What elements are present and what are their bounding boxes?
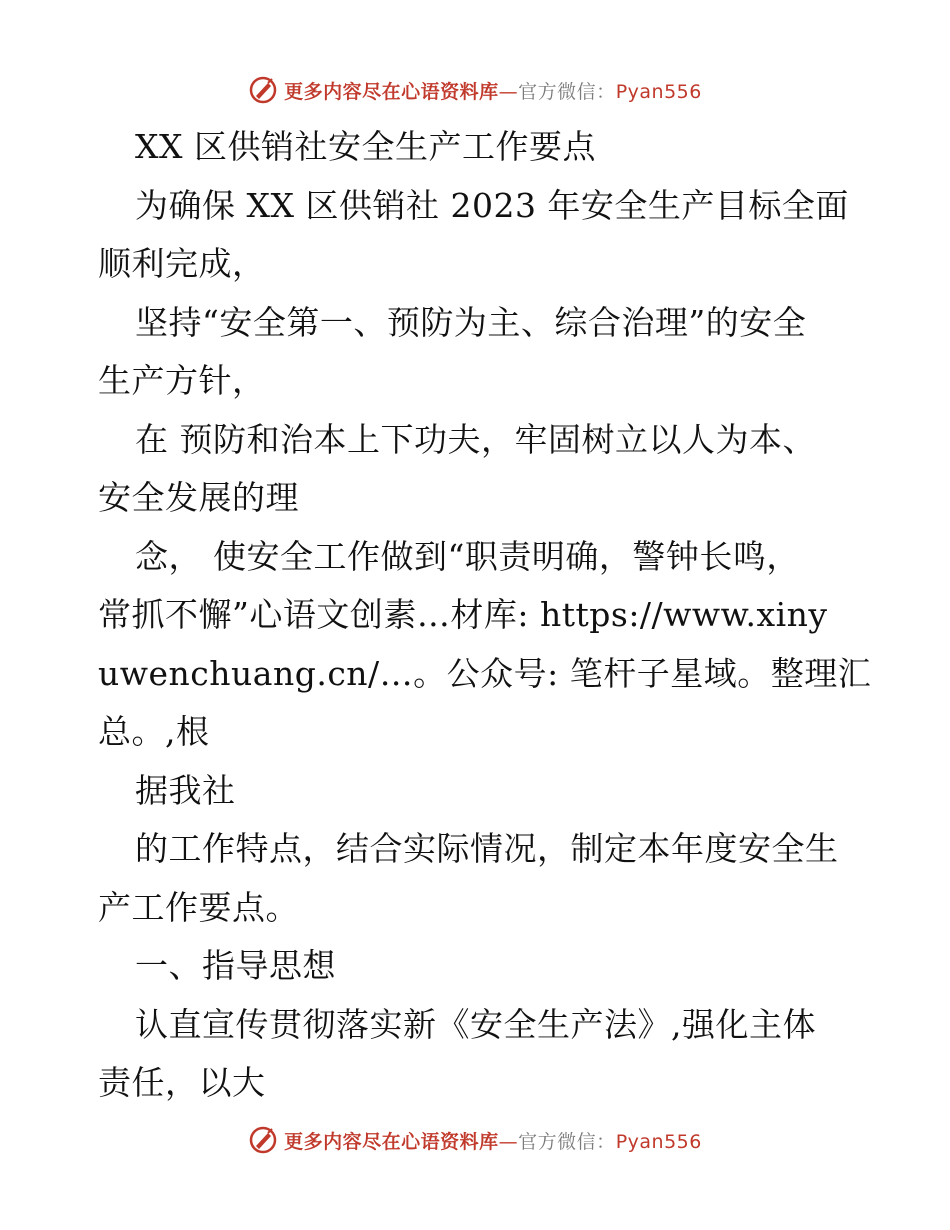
header-official-label: 官方微信：: [518, 80, 616, 103]
document-line: XX 区供销社安全生产工作要点: [135, 127, 596, 166]
document-line: 在 预防和治本上下功夫，牢固树立以人为本、: [135, 419, 816, 459]
document-line: 的工作特点，结合实际情况，制定本年度安全生: [135, 829, 839, 868]
footer-brand-text: 更多内容尽在心语资料库: [284, 1130, 499, 1153]
header-dash: —: [498, 80, 519, 103]
header-wechat-id: Pyan556: [615, 80, 702, 103]
logo-icon: [248, 1125, 278, 1155]
footer-dash: —: [498, 1130, 519, 1153]
document-line: 产工作要点。: [98, 887, 299, 927]
document-line: 念， 使安全工作做到“职责明确，警钟长鸣，: [135, 536, 800, 576]
document-line: 责任，以大: [98, 1063, 266, 1102]
header-brand-text: 更多内容尽在心语资料库: [284, 80, 499, 103]
footer-official-label: 官方微信：: [518, 1130, 616, 1153]
document-line: 坚持“安全第一、预防为主、综合治理”的安全: [135, 302, 807, 342]
document-line: 据我社: [135, 770, 236, 810]
header-text: [284, 77, 702, 104]
header-banner: [0, 70, 950, 110]
document-line: 顺利完成，: [98, 244, 266, 283]
footer-text: [284, 1127, 702, 1154]
document-line: uwenchuang.cn/…。公众号: 笔杆子星域。整理汇: [98, 653, 872, 693]
document-line: 常抓不懈”心语文创素…材库: https://www.xiny: [98, 595, 828, 634]
document-line: 认直宣传贯彻落实新《安全生产法》,强化主体: [135, 1004, 816, 1044]
document-line: 一、指导思想: [135, 946, 336, 985]
footer-wechat-id: Pyan556: [615, 1130, 702, 1153]
document-line: 安全发展的理: [98, 478, 299, 517]
document-body: [98, 118, 872, 1113]
document-line: 为确保 XX 区供销社 2023 年安全生产目标全面: [135, 185, 849, 225]
document-line: 生产方针，: [98, 361, 266, 400]
document-line: 总。,根: [98, 712, 210, 751]
logo-icon: [248, 75, 278, 105]
footer-banner: [0, 1120, 950, 1160]
